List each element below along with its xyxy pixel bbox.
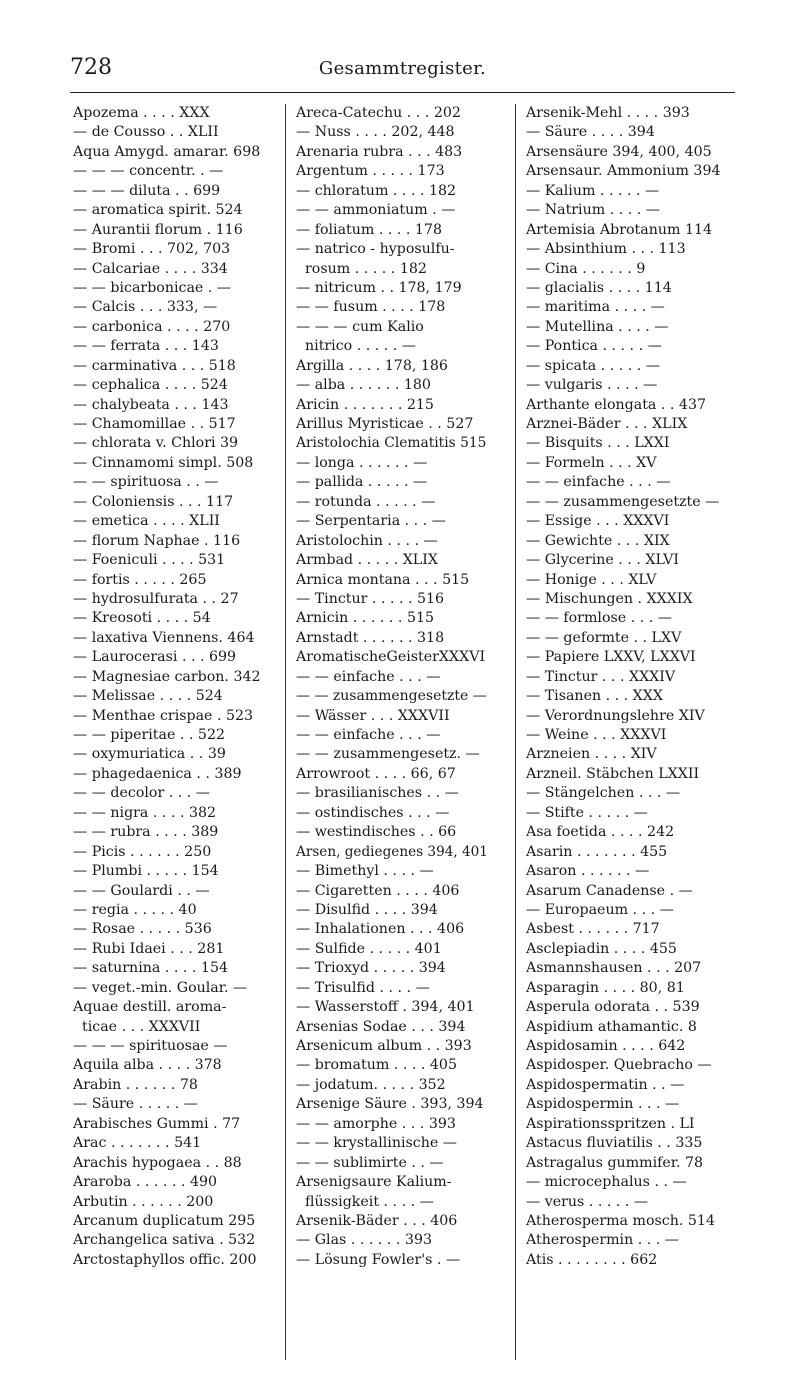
index-column-3 xyxy=(526,104,726,1270)
index-entry: Asa foetida . . . . 242 xyxy=(526,824,675,841)
index-entry: — — piperitae . . 522 xyxy=(73,727,225,743)
index-entry: — — nigra . . . . 382 xyxy=(73,804,217,821)
index-entry: — Aurantii florum . 116 xyxy=(73,221,243,238)
index-entry: — Bromi . . . 702, 703 xyxy=(73,241,231,258)
index-entry: — — zusammengesetz. — xyxy=(296,746,480,763)
index-entry: rosum . . . . . 182 xyxy=(296,260,427,277)
index-entry: Atherosperma mosch. 514 xyxy=(526,1212,715,1229)
index-entry: — laxativa Viennens. 464 xyxy=(73,629,255,646)
index-entry: — — decolor . . . — xyxy=(73,785,210,802)
index-entry: — — — cum Kalio xyxy=(296,318,424,335)
index-entry: — — geformte . . LXV xyxy=(526,629,682,646)
index-entry: — microcephalus . . — xyxy=(526,1174,687,1191)
index-entry: — jodatum. . . . . 352 xyxy=(296,1076,446,1093)
index-entry: — — einfache . . . — xyxy=(296,668,441,685)
index-entry: — — einfache . . . — xyxy=(296,727,441,743)
index-entry: — — sublimirte . . — xyxy=(296,1154,444,1171)
index-entry: — Essige . . . XXXVI xyxy=(526,513,670,530)
index-entry: — Bisquits . . . LXXI xyxy=(526,435,670,452)
index-entry: flüssigkeit . . . . — xyxy=(296,1193,434,1210)
index-entry: — Cinnamomi simpl. 508 xyxy=(73,454,254,471)
index-entry: — — ammoniatum . — xyxy=(296,202,456,219)
index-entry: — Laurocerasi . . . 699 xyxy=(73,649,237,666)
index-entry: Armbad . . . . . XLIX xyxy=(296,552,438,569)
index-entry: Arsensaur. Ammonium 394 xyxy=(526,163,721,180)
index-column-2 xyxy=(296,104,488,1270)
index-entry: Atherospermin . . . — xyxy=(526,1232,679,1249)
index-entry: — Tinctur . . . XXXIV xyxy=(526,668,676,685)
index-entry: Argilla . . . . 178, 186 xyxy=(296,357,448,374)
index-entry: Arnstadt . . . . . . 318 xyxy=(296,629,445,646)
index-entry: Astacus fluviatilis . . 335 xyxy=(526,1135,703,1152)
index-entry: Aspidosper. Quebracho — xyxy=(526,1057,712,1074)
index-entry: Arcanum duplicatum 295 xyxy=(73,1212,256,1229)
index-entry: Asbest . . . . . . 717 xyxy=(526,921,660,938)
index-entry: Arrowroot . . . . 66, 67 xyxy=(296,765,456,782)
index-entry: — westindisches . . 66 xyxy=(296,824,457,841)
index-entry: — Rosae . . . . . 536 xyxy=(73,921,212,938)
index-entry: Aspidium athamantic. 8 xyxy=(526,1018,697,1035)
index-entry: — cephalica . . . . 524 xyxy=(73,377,228,394)
index-entry: Arachis hypogaea . . 88 xyxy=(73,1154,242,1171)
index-entry: — Bimethyl . . . . — xyxy=(296,863,434,880)
index-entry: — — zusammengesetzte — xyxy=(526,493,720,510)
index-entry: — Glas . . . . . . 393 xyxy=(296,1232,433,1249)
index-entry: — oxymuriatica . . 39 xyxy=(73,746,226,763)
index-entry: — — ferrata . . . 143 xyxy=(73,338,219,355)
index-entry: — Rubi Idaei . . . 281 xyxy=(73,940,225,957)
index-entry: — Formeln . . . XV xyxy=(526,454,657,471)
index-entry: — Plumbi . . . . . 154 xyxy=(73,863,219,880)
index-entry: Aspidosamin . . . . 642 xyxy=(526,1038,686,1054)
index-entry: — aromatica spirit. 524 xyxy=(73,202,243,219)
index-entry: — Calcariae . . . . 334 xyxy=(73,260,228,277)
index-entry: — Natrium . . . . — xyxy=(526,202,660,219)
index-entry: Arabisches Gummi . 77 xyxy=(73,1115,241,1132)
index-entry: nitrico . . . . . — xyxy=(296,338,416,355)
index-entry: — — rubra . . . . 389 xyxy=(73,824,219,841)
index-entry: — regia . . . . . 40 xyxy=(73,901,197,918)
index-entry: — Mischungen . XXXIX xyxy=(526,590,693,607)
index-entry: — Foeniculi . . . . 531 xyxy=(73,552,226,569)
index-entry: — — Goulardi . . — xyxy=(73,882,210,899)
index-entry: — Nuss . . . . 202, 448 xyxy=(296,124,455,141)
index-entry: Asmannshausen . . . 207 xyxy=(526,960,702,977)
index-entry: Arnicin . . . . . . 515 xyxy=(296,610,435,627)
index-entry: — emetica . . . . XLII xyxy=(73,513,220,530)
index-entry: — Disulfid . . . . 394 xyxy=(296,901,438,918)
index-entry: — Tinctur . . . . . 516 xyxy=(296,590,445,607)
index-entry: — verus . . . . . — xyxy=(526,1193,649,1210)
index-entry: — — — diluta . . 699 xyxy=(73,182,221,199)
index-entry: — ostindisches . . . — xyxy=(296,804,450,821)
index-entry: Argentum . . . . . 173 xyxy=(296,163,445,180)
page-header xyxy=(70,52,735,93)
index-entry: Asclepiadin . . . . 455 xyxy=(526,940,677,957)
index-entry: — fortis . . . . . 265 xyxy=(73,571,207,588)
index-entry: — Trioxyd . . . . . 394 xyxy=(296,960,446,977)
index-entry: — Mutellina . . . . — xyxy=(526,318,669,335)
index-entry: — — bicarbonicae . — xyxy=(73,279,232,296)
index-entry: Aquae destill. aroma- xyxy=(73,999,227,1016)
index-entry: — Chamomillae . . 517 xyxy=(73,416,236,432)
index-entry: — chalybeata . . . 143 xyxy=(73,396,229,413)
index-entry: — phagedaenica . . 389 xyxy=(73,765,242,782)
index-entry: Aristolochin . . . . — xyxy=(296,532,438,549)
index-entry: — glacialis . . . . 114 xyxy=(526,279,672,296)
index-entry: — Glycerine . . . XLVI xyxy=(526,552,680,569)
running-title: Gesammtregister. xyxy=(318,58,487,79)
index-entry: — Stifte . . . . . — xyxy=(526,804,648,821)
index-entry: — Lösung Fowler's . — xyxy=(296,1251,461,1268)
index-entry: — Tisanen . . . XXX xyxy=(526,688,663,705)
index-entry: Arctostaphyllos offic. 200 xyxy=(73,1251,257,1268)
index-entry: Arabin . . . . . . 78 xyxy=(73,1076,198,1093)
index-entry: Aspidospermin . . . — xyxy=(526,1096,680,1113)
index-entry: — florum Naphae . 116 xyxy=(73,532,241,549)
index-entry: — foliatum . . . . 178 xyxy=(296,221,442,238)
index-entry: — Säure . . . . 394 xyxy=(526,124,655,141)
index-entry: — Stängelchen . . . — xyxy=(526,785,681,802)
index-entry: Arenaria rubra . . . 483 xyxy=(296,143,463,160)
index-entry: — pallida . . . . . — xyxy=(296,474,428,491)
index-entry: — Trisulfid . . . . — xyxy=(296,979,430,996)
index-entry: Areca-Catechu . . . 202 xyxy=(296,105,461,121)
index-entry: — Papiere LXXV, LXXVI xyxy=(526,649,696,666)
index-entry: Arac . . . . . . . 541 xyxy=(73,1135,202,1152)
index-entry: Astragalus gummifer. 78 xyxy=(526,1154,704,1171)
index-entry: — maritima . . . . — xyxy=(526,299,665,316)
index-entry: — — spirituosa . . — xyxy=(73,474,219,491)
index-entry: Arbutin . . . . . . 200 xyxy=(73,1193,214,1210)
index-entry: Arzneien . . . . XIV xyxy=(526,746,657,763)
index-entry: — alba . . . . . . 180 xyxy=(296,377,431,394)
index-entry: — Säure . . . . . — xyxy=(73,1096,198,1113)
index-entry: Aquila alba . . . . 378 xyxy=(73,1057,222,1074)
index-entry: — Sulfide . . . . . 401 xyxy=(296,940,442,957)
index-entry: — Pontica . . . . . — xyxy=(526,338,662,355)
index-entry: Atis . . . . . . . . 662 xyxy=(526,1251,658,1268)
index-entry: — carbonica . . . . 270 xyxy=(73,318,231,335)
entry-list xyxy=(526,104,726,1270)
index-entry: AromatischeGeisterXXXVI xyxy=(296,649,486,666)
index-entry: Aricin . . . . . . . 215 xyxy=(296,396,434,413)
index-entry: Araroba . . . . . . 490 xyxy=(73,1174,218,1191)
index-entry: — Kalium . . . . . — xyxy=(526,182,660,199)
index-entry: — Cina . . . . . . 9 xyxy=(526,260,646,277)
index-entry: — Absinthium . . . 113 xyxy=(526,241,686,258)
index-entry: Arsenicum album . . 393 xyxy=(296,1038,472,1054)
index-entry: Aspirationsspritzen . LI xyxy=(526,1115,695,1132)
index-entry: Arznei-Bäder . . . XLIX xyxy=(526,416,688,432)
index-entry: — — — spirituosae — xyxy=(73,1038,228,1054)
index-entry: Arsenias Sodae . . . 394 xyxy=(296,1018,466,1035)
index-entry: Arillus Myristicae . . 527 xyxy=(296,416,474,432)
index-entry: Asperula odorata . . 539 xyxy=(526,999,700,1016)
index-entry: — — krystallinische — xyxy=(296,1135,457,1152)
index-entry: ticae . . . XXXVII xyxy=(73,1018,201,1035)
index-entry: — de Cousso . . XLII xyxy=(73,124,219,141)
index-entry: — brasilianisches . . — xyxy=(296,785,459,802)
index-entry: — Wässer . . . XXXVII xyxy=(296,707,450,724)
index-entry: Arnica montana . . . 515 xyxy=(296,571,470,588)
index-entry: — Picis . . . . . . 250 xyxy=(73,843,212,860)
index-entry: — Kreosoti . . . . 54 xyxy=(73,610,211,627)
index-entry: — — fusum . . . . 178 xyxy=(296,299,446,316)
index-entry: — Calcis . . . 333, — xyxy=(73,299,218,316)
index-entry: — Serpentaria . . . — xyxy=(296,513,446,530)
index-entry: Arsenigsaure Kalium- xyxy=(296,1174,452,1191)
index-entry: — — formlose . . . — xyxy=(526,610,672,627)
index-entry: — chlorata v. Chlori 39 xyxy=(73,435,239,452)
index-entry: Arthante elongata . . 437 xyxy=(526,396,707,413)
index-entry: — saturnina . . . . 154 xyxy=(73,960,228,977)
index-entry: Aspidospermatin . . — xyxy=(526,1076,685,1093)
index-entry: Apozema . . . . XXX xyxy=(73,105,210,121)
index-entry: — longa . . . . . . — xyxy=(296,454,428,471)
index-entry: — — — concentr. . — xyxy=(73,163,224,180)
index-entry: Arsenige Säure . 393, 394 xyxy=(296,1096,484,1113)
index-entry: — hydrosulfurata . . 27 xyxy=(73,590,239,607)
index-entry: — Coloniensis . . . 117 xyxy=(73,493,234,510)
index-entry: Arzneil. Stäbchen LXXII xyxy=(526,765,700,782)
index-entry: — nitricum . . 178, 179 xyxy=(296,279,462,296)
index-entry: — Gewichte . . . XIX xyxy=(526,532,670,549)
index-entry: Archangelica sativa . 532 xyxy=(73,1232,256,1249)
index-entry: — Magnesiae carbon. 342 xyxy=(73,668,261,685)
column-divider xyxy=(285,104,286,1360)
index-entry: — — amorphe . . . 393 xyxy=(296,1115,456,1132)
index-entry: Aristolochia Clematitis 515 xyxy=(296,435,487,452)
index-entry: — carminativa . . . 518 xyxy=(73,357,236,374)
index-entry: — chloratum . . . . 182 xyxy=(296,182,457,199)
index-entry: Asarum Canadense . — xyxy=(526,882,693,899)
page-number: 728 xyxy=(70,55,112,80)
index-entry: Arsenik-Bäder . . . 406 xyxy=(296,1212,458,1229)
index-entry: — rotunda . . . . . — xyxy=(296,493,436,510)
entry-list xyxy=(296,104,488,1270)
index-entry: — Wasserstoff . 394, 401 xyxy=(296,999,475,1016)
index-entry: — Verordnungslehre XIV xyxy=(526,707,705,724)
index-entry: Artemisia Abrotanum 114 xyxy=(526,221,713,238)
index-column-1 xyxy=(73,104,265,1270)
index-entry: — veget.-min. Goular. — xyxy=(73,979,248,996)
index-entry: — natrico - hyposulfu- xyxy=(296,241,455,258)
index-entry: Aqua Amygd. amarar. 698 xyxy=(73,143,261,160)
index-entry: — Inhalationen . . . 406 xyxy=(296,921,465,938)
index-entry: — Melissae . . . . 524 xyxy=(73,688,223,705)
index-entry: — Honige . . . XLV xyxy=(526,571,657,588)
column-divider xyxy=(515,104,516,1360)
index-entry: — Cigaretten . . . . 406 xyxy=(296,882,460,899)
index-entry: — — zusammengesetzte — xyxy=(296,688,487,705)
index-entry: — Menthae crispae . 523 xyxy=(73,707,254,724)
index-entry: — Europaeum . . . — xyxy=(526,901,674,918)
index-entry: Arsen, gediegenes 394, 401 xyxy=(296,843,488,860)
index-entry: Asarin . . . . . . . 455 xyxy=(526,843,668,860)
index-entry: Asparagin . . . . 80, 81 xyxy=(526,979,685,996)
index-entry: — bromatum . . . . 405 xyxy=(296,1057,457,1074)
index-entry: Arsenik-Mehl . . . . 393 xyxy=(526,105,690,121)
index-entry: Asaron . . . . . . — xyxy=(526,863,650,880)
index-entry: — spicata . . . . . — xyxy=(526,357,660,374)
index-columns xyxy=(73,104,733,1364)
index-entry: Arsensäure 394, 400, 405 xyxy=(526,143,712,160)
index-entry: — vulgaris . . . . — xyxy=(526,377,658,394)
index-entry: — — einfache . . . — xyxy=(526,474,671,491)
entry-list xyxy=(73,104,265,1270)
index-entry: — Weine . . . XXXVI xyxy=(526,727,667,743)
